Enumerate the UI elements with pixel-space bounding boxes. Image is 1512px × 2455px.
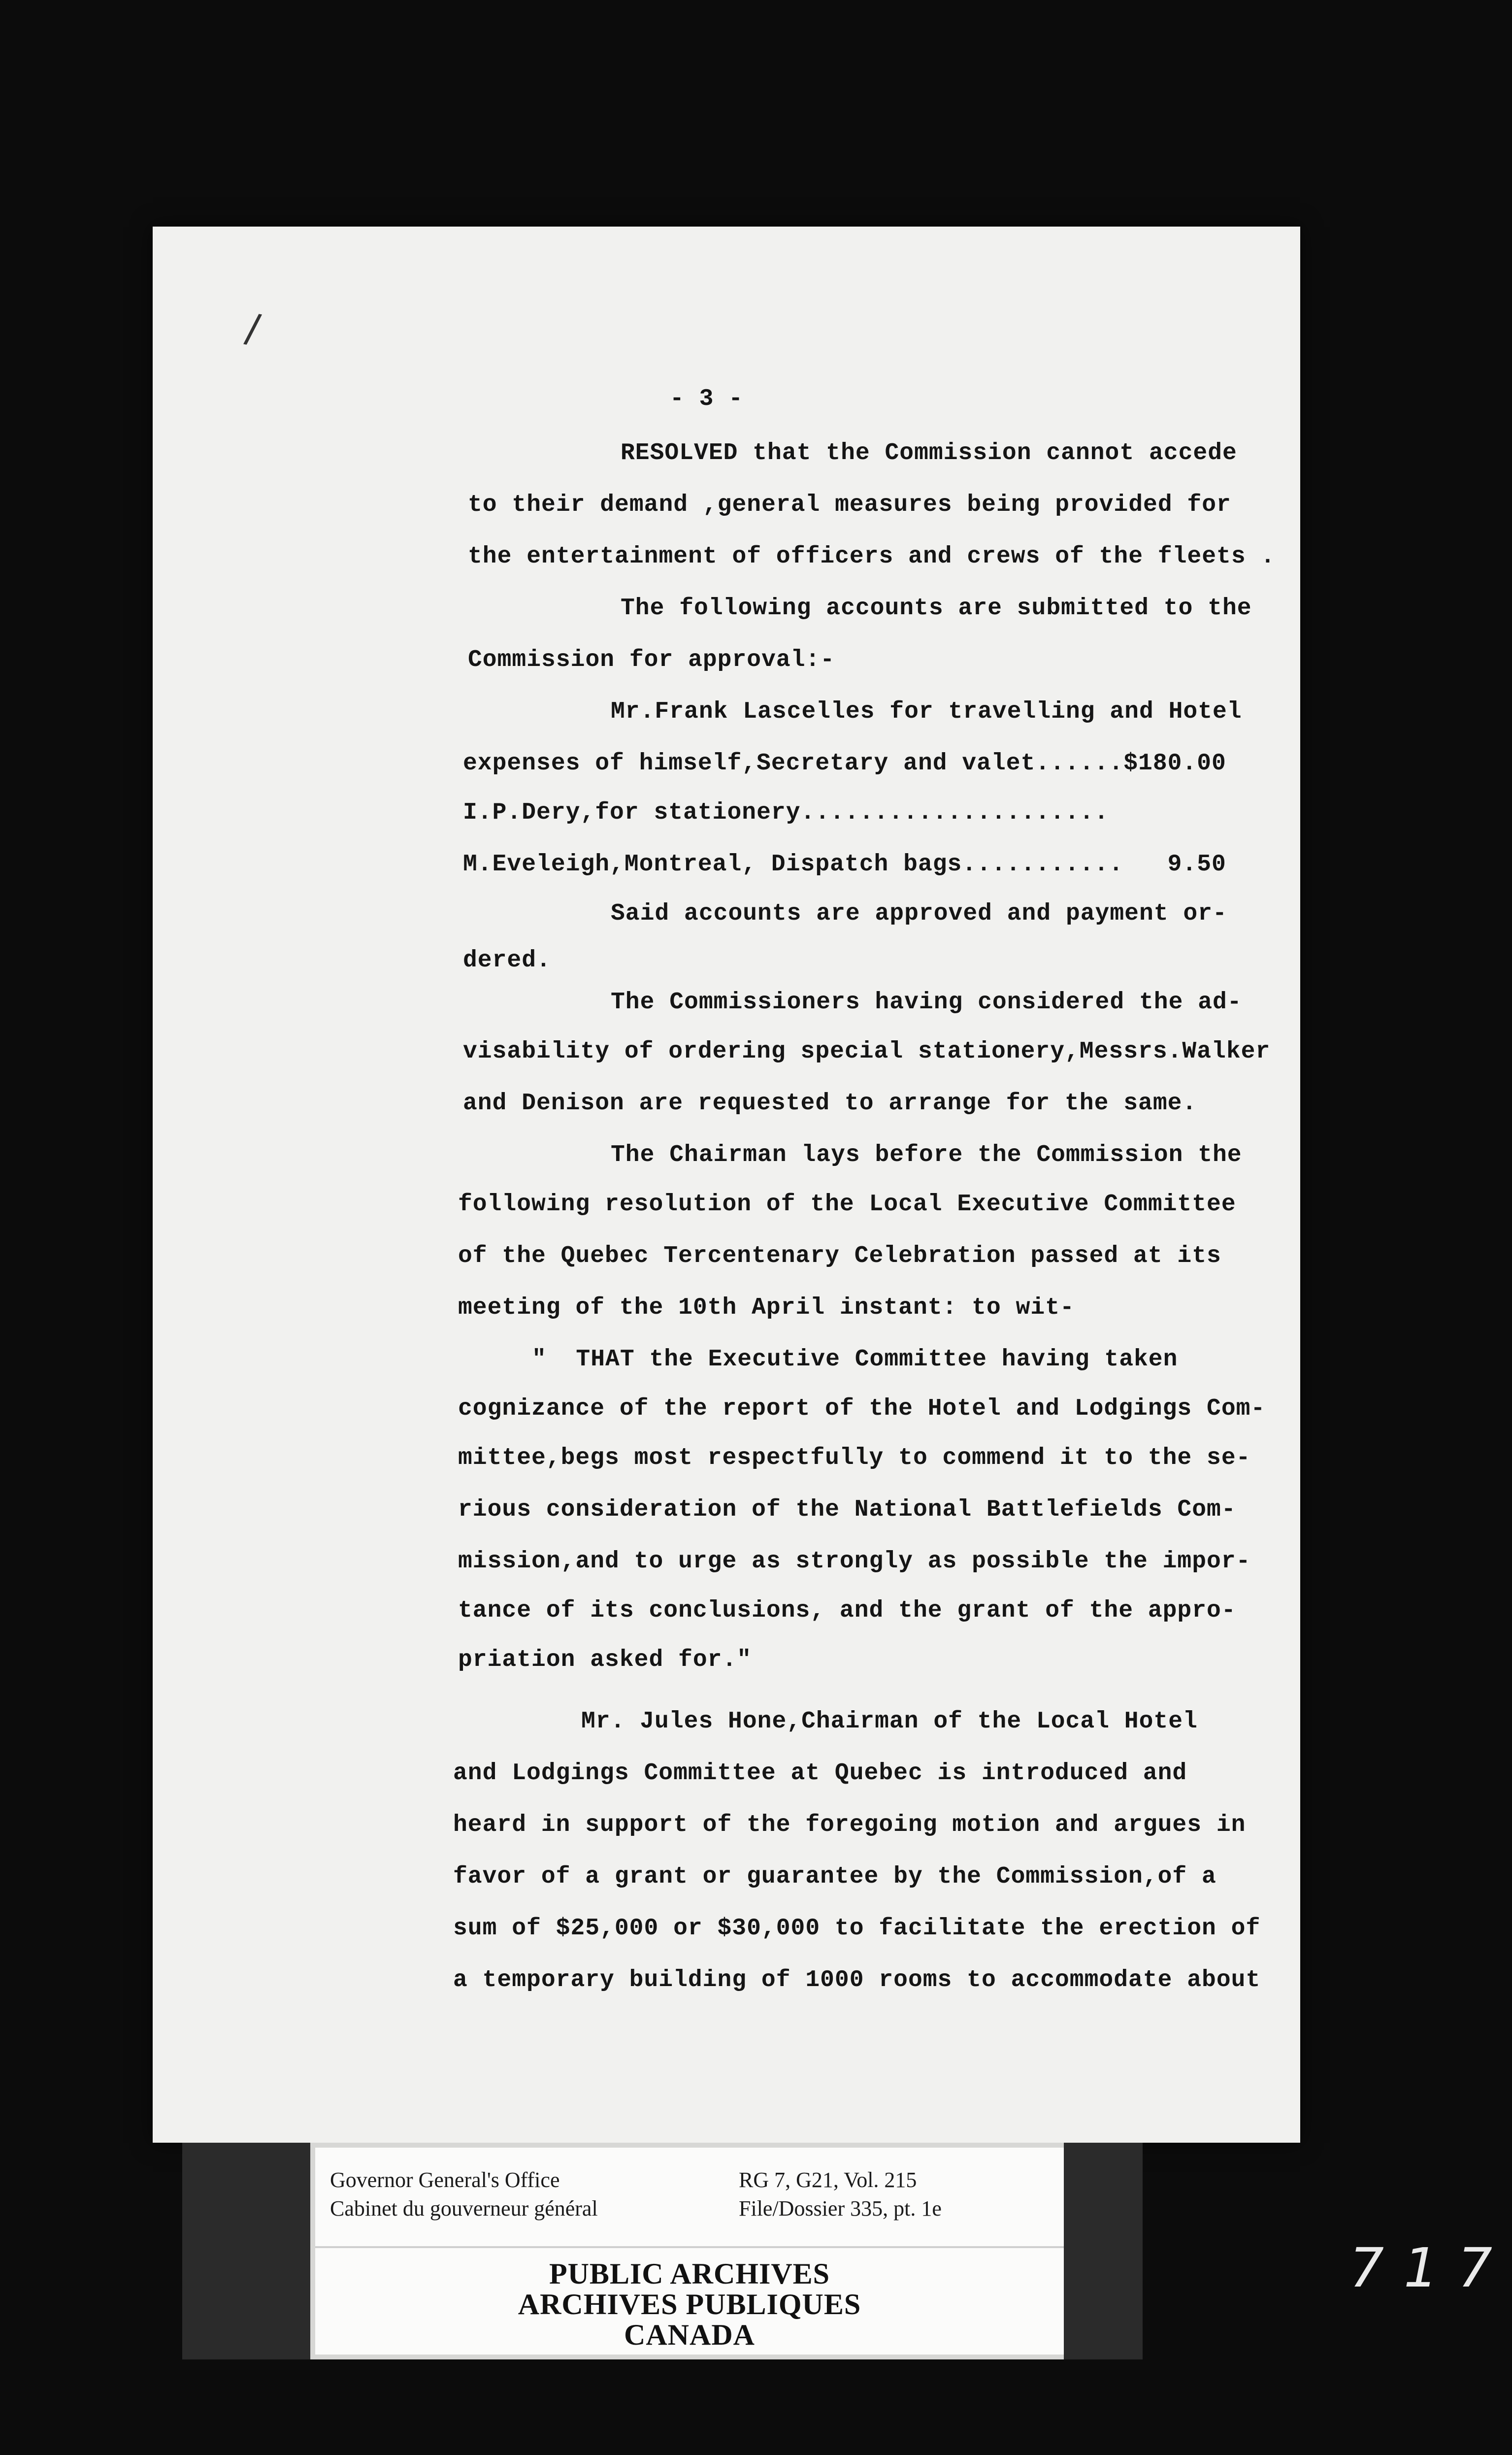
text-line: to their demand ,general measures being provided for <box>468 492 1231 518</box>
text-line: The following accounts are submitted to the <box>621 595 1252 622</box>
text-line: visability of ordering special stationery,Messrs.Walker <box>463 1038 1271 1065</box>
label-divider <box>315 2246 1064 2248</box>
text-line: expenses of himself,Secretary and valet......$180.00 <box>463 750 1226 777</box>
text-line: RESOLVED that the Commission cannot accede <box>621 440 1237 466</box>
archives-line-2: ARCHIVES PUBLIQUES <box>518 2288 861 2321</box>
text-line: sum of $25,000 or $30,000 to facilitate the erection of <box>453 1915 1261 1942</box>
text-line: I.P.Dery,for stationery..................... <box>463 799 1109 826</box>
frame-number: 717 <box>1349 2236 1512 2299</box>
text-line: and Lodgings Committee at Quebec is introduced and <box>453 1760 1187 1787</box>
archive-file: File/Dossier 335, pt. 1e <box>739 2196 942 2221</box>
page-number: - 3 - <box>670 386 744 412</box>
archive-strip <box>182 2143 1143 2359</box>
archives-line-3: CANADA <box>624 2319 755 2351</box>
strip-dark-right <box>1064 2143 1143 2359</box>
text-line: mission,and to urge as strongly as possible the impor- <box>458 1548 1251 1575</box>
text-line: dered. <box>463 947 551 974</box>
text-line: of the Quebec Tercentenary Celebration passed at its <box>458 1243 1221 1269</box>
text-line: favor of a grant or guarantee by the Commission,of a <box>453 1863 1216 1890</box>
text-line: Mr.Frank Lascelles for travelling and Hotel <box>611 698 1242 725</box>
office-name-fr: Cabinet du gouverneur général <box>330 2196 598 2221</box>
text-line: the entertainment of officers and crews of the fleets . <box>468 543 1276 570</box>
text-line: meeting of the 10th April instant: to wit- <box>458 1294 1075 1321</box>
archives-line-1: PUBLIC ARCHIVES <box>549 2257 830 2290</box>
document-page <box>153 227 1300 2143</box>
text-line: cognizance of the report of the Hotel and Lodgings Com- <box>458 1395 1266 1422</box>
stray-mark: / <box>242 304 263 352</box>
text-line: The Chairman lays before the Commission the <box>611 1142 1242 1168</box>
text-line: priation asked for." <box>458 1647 752 1673</box>
archive-label <box>315 2148 1064 2355</box>
text-line: following resolution of the Local Executive Committee <box>458 1191 1236 1218</box>
text-line: tance of its conclusions, and the grant of the appro- <box>458 1597 1236 1624</box>
text-line: The Commissioners having considered the ad- <box>611 989 1242 1016</box>
archive-reference: RG 7, G21, Vol. 215 <box>739 2168 917 2192</box>
text-line: Said accounts are approved and payment or- <box>611 900 1227 927</box>
text-line: " THAT the Executive Committee having taken <box>532 1346 1178 1373</box>
text-line: M.Eveleigh,Montreal, Dispatch bags........... 9.50 <box>463 851 1226 878</box>
office-name-en: Governor General's Office <box>330 2168 560 2192</box>
strip-dark-left <box>182 2143 310 2359</box>
text-line: Mr. Jules Hone,Chairman of the Local Hotel <box>581 1708 1198 1735</box>
text-line: heard in support of the foregoing motion and argues in <box>453 1812 1246 1838</box>
text-line: mittee,begs most respectfully to commend it to the se- <box>458 1445 1251 1471</box>
text-line: and Denison are requested to arrange for the same. <box>463 1090 1197 1117</box>
text-line: rious consideration of the National Battlefields Com- <box>458 1496 1236 1523</box>
typed-text <box>153 227 1300 1993</box>
text-line: a temporary building of 1000 rooms to accommodate about <box>453 1967 1261 1993</box>
text-line: Commission for approval:- <box>468 647 835 673</box>
